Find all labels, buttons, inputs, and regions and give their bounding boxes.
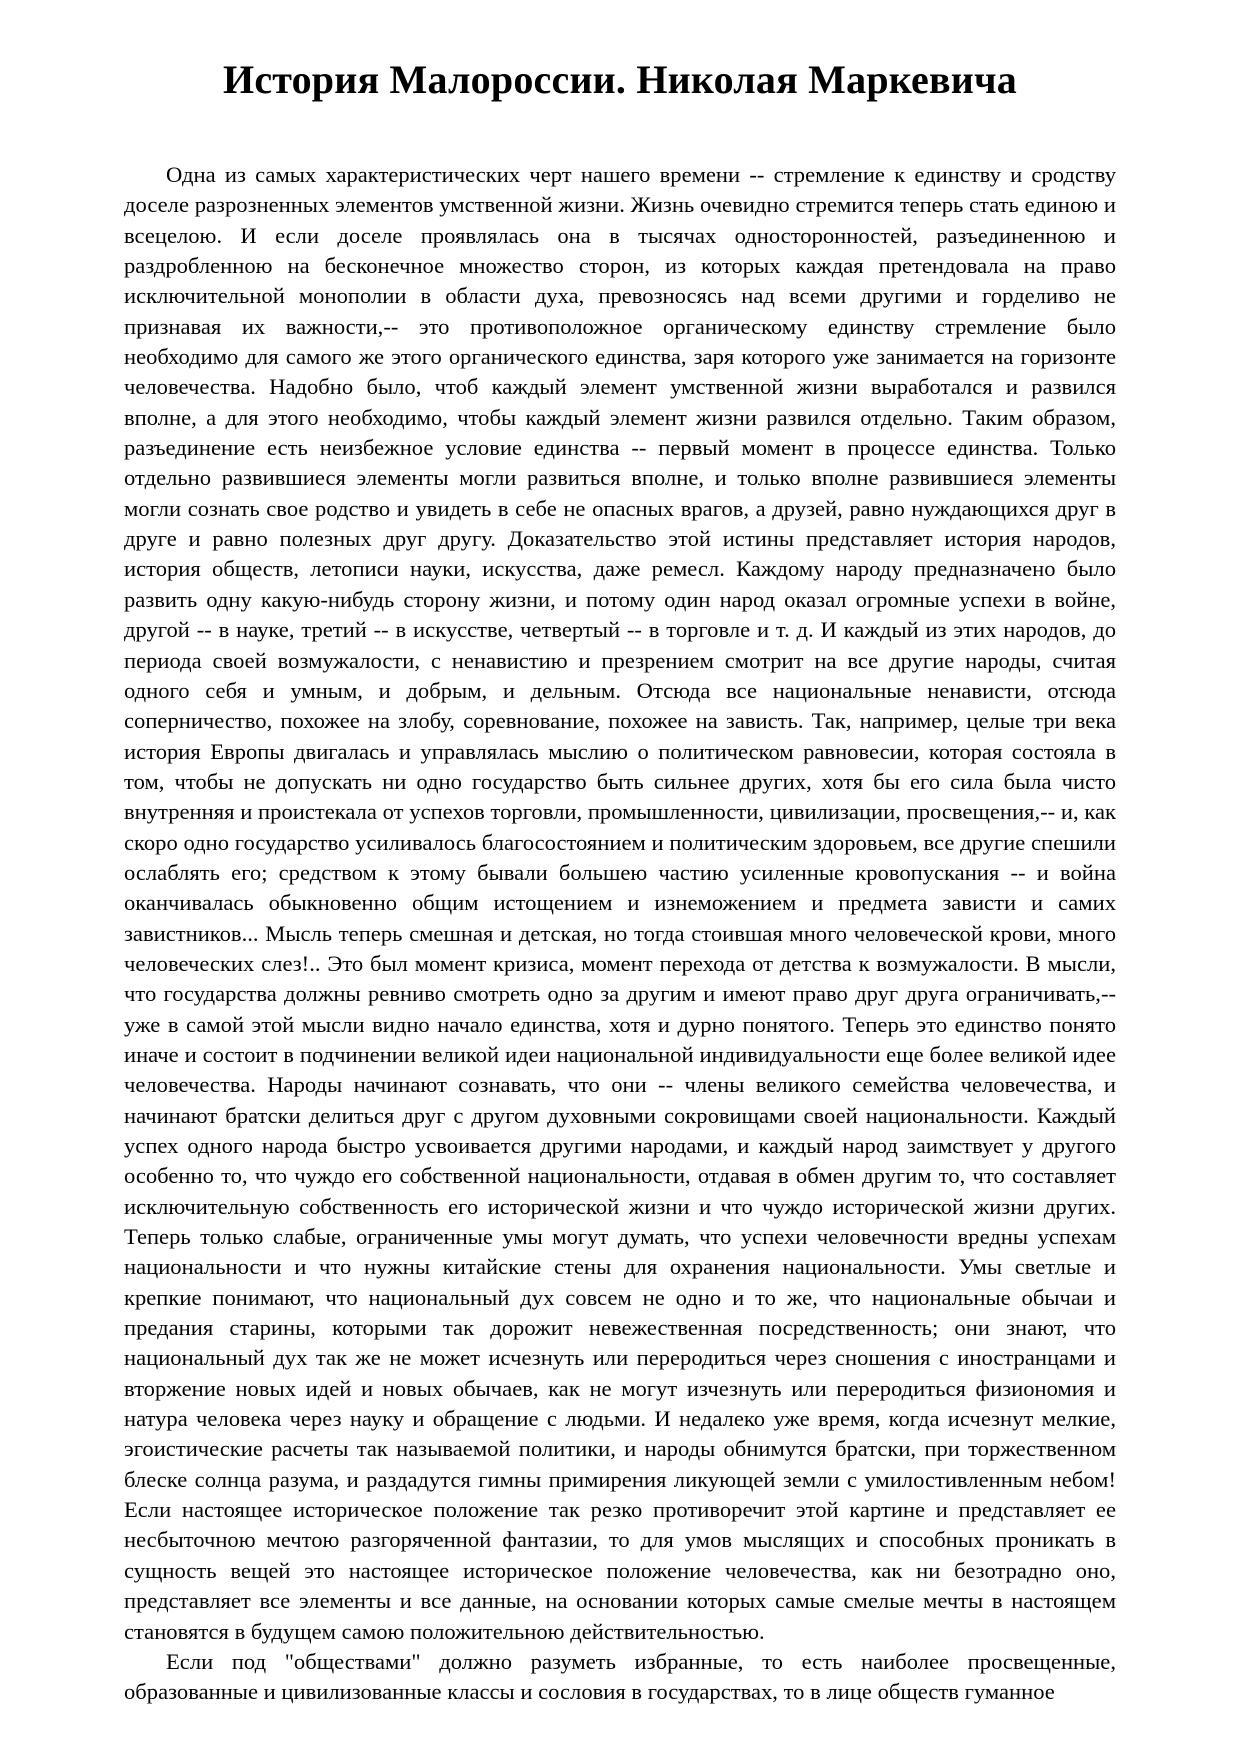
page-title: История Малороссии. Николая Маркевича [223,57,1017,102]
body-text [124,160,1116,1750]
paragraph-2: Если под "обществами" должно разуметь избранные, то есть наиболее просвещенные, образованные и цивилизованные классы и сословия в государствах, то в лице обществ гуманное [124,1648,1116,1705]
paragraph-1: Одна из самых характеристических черт нашего времени -- стремление к единству и сродству доселе разрозненных элементов умственной жизни. Жизнь очевидно стремится теперь стать единою и всецелою. И если доселе проявлялась она в тысячах односторонностей, разъединенною и раздробленною на бесконечное множество сторон, из которых каждая претендовала на право исключительной монополии в области духа, превозносясь над всеми другими и горделиво не признавая их важности,-- это противоположное органическому единству стремление было необходимо для самого же этого органического единства, заря которого уже занимается на горизонте человечества. Надобно было, чтоб каждый элемент умственной жизни выработался и развился вполне, а для этого необходимо, чтобы каждый элемент жизни развился отдельно. Таким образом, разъединение есть неизбежное условие единства -- первый момент в процессе единства. Только отдельно развившиеся элементы могли развиться вполне, и только вполне развившиеся элементы могли сознать свое родство и увидеть в себе не опасных врагов, а друзей, равно нуждающихся друг в друге и равно полезных друг другу. Доказательство этой истины представляет история народов, история обществ, летописи науки, искусства, даже ремесл. Каждому народу предназначено было развить одну какую-нибудь сторону жизни, и потому один народ оказал огромные успехи в войне, другой -- в науке, третий -- в искусстве, четвертый -- в торговле и т. д. И каждый из этих народов, до периода своей возмужалости, с ненавистию и презрением смотрит на все другие народы, считая одного себя и умным, и добрым, и дельным. Отсюда все национальные ненависти, отсюда соперничество, похожее на злобу, соревнование, похожее на зависть. Так, например, целые три века история Европы двигалась и управлялась мыслию о политическом равновесии, которая состояла в том, чтобы не допускать ни одно государство быть сильнее других, хотя бы его сила была чисто внутренняя и проистекала от успехов торговли, промышленности, цивилизации, просвещения,-- и, как скоро одно государство усиливалось благосостоянием и политическим здоровьем, все другие спешили ослаблять его; средством к этому бывали большею частию усиленные кровопускания -- и война оканчивалась обыкновенно общим истощением и изнеможением и предмета зависти и самих завистников... Мысль теперь смешная и детская, но тогда стоившая много человеческой крови, много человеческих слез!.. Это был момент кризиса, момент перехода от детства к возмужалости. В мысли, что государства должны ревниво смотреть одно за другим и имеют право друг друга ограничивать,-- уже в самой этой мысли видно начало единства, хотя и дурно понятого. Теперь это единство понято иначе и состоит в подчинении великой идеи национальной индивидуальности еще более великой идее человечества. Народы начинают сознавать, что они -- члены великого семейства человечества, и начинают братски делиться друг с другом духовными сокровищами своей национальности. Каждый успех одного народа быстро усвоивается другими народами, и каждый народ заимствует у другого особенно то, что чуждо его собственной национальности, отдавая в обмен другим то, что составляет исключительную собственность его исторической жизни и что чуждо исторической жизни других. Теперь только слабые, ограниченные умы могут думать, что успехи человечности вредны успехам национальности и что нужны китайские стены для охранения национальности. Умы светлые и крепкие понимают, что национальный дух совсем не одно и то же, что национальные обычаи и предания старины, которыми так дорожит невежественная посредственность; они знают, что национальный дух так же не может исчезнуть или переродиться через сношения с иностранцами и вторжение новых идей и новых обычаев, как не могут изчезнуть или переродиться физиономия и натура человека через науку и обращение с людьми. И недалеко уже время, когда исчезнут мелкие, эгоистические расчеты так называемой политики, и народы обнимутся братски, при торжественном блеске солнца разума, и раздадутся гимны примирения ликующей земли с умилостивленным небом! Если настоящее историческое положение так резко противоречит этой картине и представляет ее несбыточною мечтою разгоряченной фантазии, то для умов мыслящих и способных проникать в сущность вещей это настоящее историческое положение человечества, как ни безотрадно оно, представляет все элементы и все данные, на основании которых самые смелые мечты в настоящем становятся в будущем самою положительною действительностью. [124,162,1116,1644]
